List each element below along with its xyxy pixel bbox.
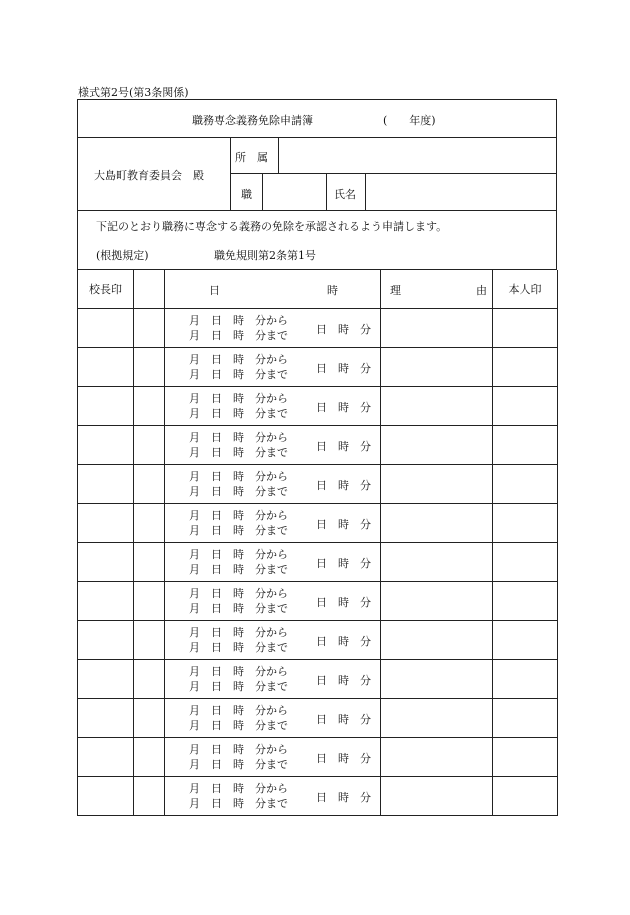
blank-cell[interactable]	[134, 621, 165, 660]
principal-seal-cell[interactable]	[78, 738, 134, 777]
principal-seal-cell[interactable]	[78, 621, 134, 660]
period-to: 月 日 時 分まで	[189, 407, 288, 420]
exemption-table	[77, 270, 558, 816]
table-row	[78, 777, 558, 816]
reason-header-label-1: 理	[390, 284, 401, 297]
basis-label: (根拠規定)	[96, 249, 149, 262]
reason-cell[interactable]	[381, 426, 493, 465]
personal-seal-cell[interactable]	[493, 465, 558, 504]
affiliation-label: 所 属	[235, 151, 268, 164]
addressee-section	[77, 138, 557, 211]
blank-cell[interactable]	[134, 582, 165, 621]
personal-seal-cell[interactable]	[493, 777, 558, 816]
principal-seal-header: 校長印	[78, 270, 134, 309]
personal-seal-header: 本人印	[493, 270, 558, 309]
period-duration: 日 時 分	[316, 596, 371, 609]
principal-seal-cell[interactable]	[78, 699, 134, 738]
period-to: 月 日 時 分まで	[189, 602, 288, 615]
period-from: 月 日 時 分から	[189, 314, 288, 327]
position-label: 職	[241, 188, 252, 201]
reason-cell[interactable]	[381, 309, 493, 348]
period-duration: 日 時 分	[316, 440, 371, 453]
table-row	[78, 543, 558, 582]
reason-cell[interactable]	[381, 777, 493, 816]
date-time-header	[165, 270, 381, 309]
period-from: 月 日 時 分から	[189, 626, 288, 639]
period-from: 月 日 時 分から	[189, 782, 288, 795]
table-row	[78, 582, 558, 621]
divider	[230, 138, 231, 210]
blank-cell[interactable]	[134, 465, 165, 504]
principal-seal-cell[interactable]	[78, 387, 134, 426]
period-cell[interactable]	[165, 621, 381, 660]
period-from: 月 日 時 分から	[189, 509, 288, 522]
period-cell[interactable]	[165, 738, 381, 777]
period-duration: 日 時 分	[316, 791, 371, 804]
period-duration: 日 時 分	[316, 752, 371, 765]
period-from: 月 日 時 分から	[189, 665, 288, 678]
divider	[326, 174, 327, 210]
reason-cell[interactable]	[381, 543, 493, 582]
table-row	[78, 738, 558, 777]
table-row	[78, 504, 558, 543]
application-form	[77, 99, 557, 816]
personal-seal-cell[interactable]	[493, 309, 558, 348]
reason-cell[interactable]	[381, 348, 493, 387]
principal-seal-cell[interactable]	[78, 543, 134, 582]
period-cell[interactable]	[165, 777, 381, 816]
principal-seal-cell[interactable]	[78, 426, 134, 465]
blank-cell[interactable]	[134, 543, 165, 582]
date-header-label: 日	[209, 284, 220, 297]
reason-cell[interactable]	[381, 582, 493, 621]
table-row	[78, 465, 558, 504]
principal-seal-cell[interactable]	[78, 309, 134, 348]
personal-seal-cell[interactable]	[493, 543, 558, 582]
principal-seal-cell[interactable]	[78, 348, 134, 387]
name-label: 氏名	[334, 188, 356, 201]
reason-cell[interactable]	[381, 738, 493, 777]
period-duration: 日 時 分	[316, 401, 371, 414]
fiscal-year-field[interactable]: ( 年度)	[383, 114, 436, 127]
position-field[interactable]	[263, 174, 325, 210]
reason-header	[381, 270, 493, 309]
period-to: 月 日 時 分まで	[189, 797, 288, 810]
name-field[interactable]	[366, 174, 556, 210]
table-row	[78, 621, 558, 660]
table-row	[78, 426, 558, 465]
period-cell[interactable]	[165, 699, 381, 738]
personal-seal-cell[interactable]	[493, 699, 558, 738]
table-header-row	[78, 270, 558, 309]
principal-seal-cell[interactable]	[78, 465, 134, 504]
table-row	[78, 387, 558, 426]
request-text: 下記のとおり職務に専念する義務の免除を承認されるよう申請します。	[96, 220, 448, 233]
principal-seal-cell[interactable]	[78, 582, 134, 621]
period-from: 月 日 時 分から	[189, 470, 288, 483]
personal-seal-cell[interactable]	[493, 660, 558, 699]
period-from: 月 日 時 分から	[189, 392, 288, 405]
period-to: 月 日 時 分まで	[189, 563, 288, 576]
affiliation-field[interactable]	[279, 138, 556, 173]
blank-cell[interactable]	[134, 348, 165, 387]
period-to: 月 日 時 分まで	[189, 680, 288, 693]
period-cell[interactable]	[165, 543, 381, 582]
period-duration: 日 時 分	[316, 518, 371, 531]
title-row	[77, 99, 557, 138]
blank-cell[interactable]	[134, 309, 165, 348]
period-from: 月 日 時 分から	[189, 353, 288, 366]
period-duration: 日 時 分	[316, 635, 371, 648]
period-from: 月 日 時 分から	[189, 587, 288, 600]
personal-seal-cell[interactable]	[493, 621, 558, 660]
table-row	[78, 348, 558, 387]
personal-seal-cell[interactable]	[493, 738, 558, 777]
period-to: 月 日 時 分まで	[189, 524, 288, 537]
period-duration: 日 時 分	[316, 713, 371, 726]
period-to: 月 日 時 分まで	[189, 329, 288, 342]
table-row	[78, 309, 558, 348]
reason-cell[interactable]	[381, 387, 493, 426]
period-cell[interactable]	[165, 582, 381, 621]
blank-cell[interactable]	[134, 777, 165, 816]
period-duration: 日 時 分	[316, 323, 371, 336]
form-title: 職務専念義務免除申請簿	[192, 114, 313, 127]
period-duration: 日 時 分	[316, 557, 371, 570]
period-cell[interactable]	[165, 465, 381, 504]
period-to: 月 日 時 分まで	[189, 641, 288, 654]
period-to: 月 日 時 分まで	[189, 758, 288, 771]
period-cell[interactable]	[165, 426, 381, 465]
period-from: 月 日 時 分から	[189, 431, 288, 444]
period-duration: 日 時 分	[316, 362, 371, 375]
reason-cell[interactable]	[381, 660, 493, 699]
period-from: 月 日 時 分から	[189, 743, 288, 756]
period-cell[interactable]	[165, 660, 381, 699]
principal-seal-cell[interactable]	[78, 777, 134, 816]
time-header-label: 時	[327, 284, 338, 297]
period-cell[interactable]	[165, 348, 381, 387]
period-cell[interactable]	[165, 309, 381, 348]
basis-value: 職免規則第2条第1号	[214, 249, 316, 262]
reason-cell[interactable]	[381, 621, 493, 660]
period-from: 月 日 時 分から	[189, 548, 288, 561]
personal-seal-cell[interactable]	[493, 348, 558, 387]
period-cell[interactable]	[165, 387, 381, 426]
form-number-label: 様式第2号(第3条関係)	[78, 86, 189, 99]
request-statement	[77, 211, 557, 270]
period-to: 月 日 時 分まで	[189, 368, 288, 381]
principal-seal-cell[interactable]	[78, 504, 134, 543]
table-row	[78, 660, 558, 699]
blank-cell[interactable]	[134, 738, 165, 777]
blank-cell[interactable]	[134, 504, 165, 543]
personal-seal-cell[interactable]	[493, 504, 558, 543]
table-row	[78, 699, 558, 738]
reason-cell[interactable]	[381, 504, 493, 543]
blank-cell[interactable]	[134, 426, 165, 465]
period-to: 月 日 時 分まで	[189, 485, 288, 498]
blank-cell[interactable]	[134, 387, 165, 426]
period-duration: 日 時 分	[316, 479, 371, 492]
personal-seal-cell[interactable]	[493, 582, 558, 621]
reason-cell[interactable]	[381, 465, 493, 504]
blank-cell[interactable]	[134, 660, 165, 699]
reason-cell[interactable]	[381, 699, 493, 738]
personal-seal-cell[interactable]	[493, 426, 558, 465]
reason-header-label-2: 由	[476, 284, 487, 297]
period-to: 月 日 時 分まで	[189, 719, 288, 732]
period-duration: 日 時 分	[316, 674, 371, 687]
period-from: 月 日 時 分から	[189, 704, 288, 717]
period-to: 月 日 時 分まで	[189, 446, 288, 459]
addressee: 大島町教育委員会 殿	[94, 169, 204, 182]
principal-seal-cell[interactable]	[78, 660, 134, 699]
blank-header	[134, 270, 165, 309]
personal-seal-cell[interactable]	[493, 387, 558, 426]
blank-cell[interactable]	[134, 699, 165, 738]
period-cell[interactable]	[165, 504, 381, 543]
